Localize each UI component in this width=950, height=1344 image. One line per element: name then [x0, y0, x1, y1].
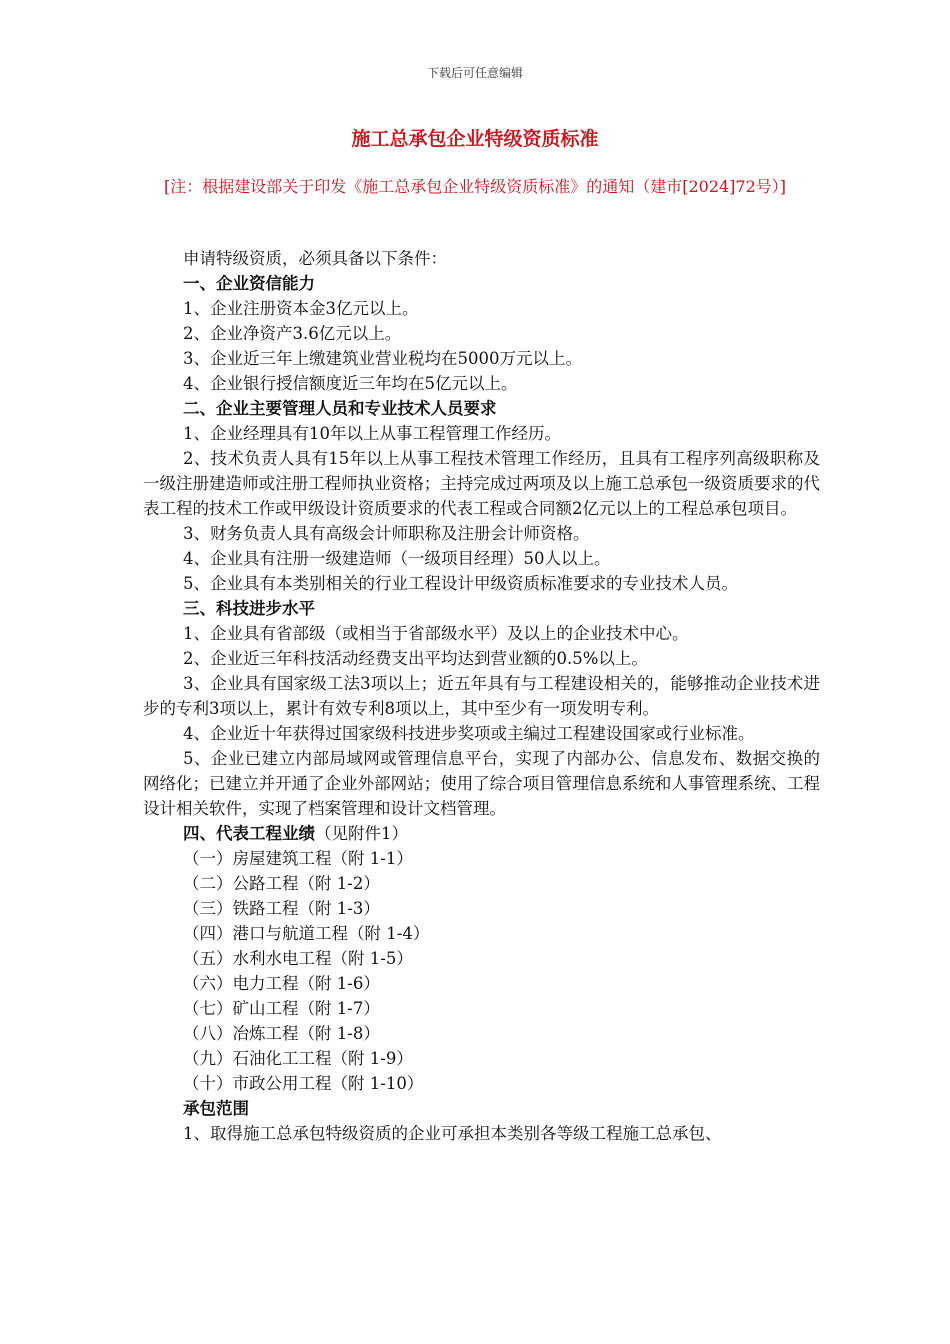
- list-item: 1、企业注册资本金3亿元以上。: [183, 299, 419, 318]
- list-item: （八）冶炼工程（附 1-8）: [183, 1024, 380, 1043]
- section-heading-projects: [143, 821, 820, 846]
- list-item: 3、企业近三年上缴建筑业营业税均在5000万元以上。: [183, 349, 582, 368]
- list-item: （七）矿山工程（附 1-7）: [183, 999, 380, 1018]
- list-item: （四）港口与航道工程（附 1-4）: [183, 924, 430, 943]
- list-item: （一）房屋建筑工程（附 1-1）: [183, 849, 413, 868]
- list-item: 4、企业银行授信额度近三年均在5亿元以上。: [183, 374, 518, 393]
- header-note: 下载后可任意编辑: [426, 66, 523, 80]
- section-heading-scope: 承包范围: [183, 1099, 249, 1118]
- intro-paragraph: 申请特级资质，必须具备以下条件：: [183, 249, 447, 268]
- document-title: 施工总承包企业特级资质标准: [351, 128, 599, 150]
- list-item: （六）电力工程（附 1-6）: [183, 974, 380, 993]
- list-item: （五）水利水电工程（附 1-5）: [183, 949, 413, 968]
- list-item: 4、企业近十年获得过国家级科技进步奖项或主编过工程建设国家或行业标准。: [183, 724, 755, 743]
- section-heading-projects-label: 四、代表工程业绩: [183, 824, 315, 843]
- section-heading-personnel: 二、企业主要管理人员和专业技术人员要求: [183, 399, 497, 418]
- list-item: 5、企业已建立内部局域网或管理信息平台，实现了内部办公、信息发布、数据交换的网络化；已建立并开通了企业外部网站；使用了综合项目管理信息系统和人事管理系统、工程设计相关软件，实现了档案管理和设计文档管理。: [143, 749, 820, 818]
- section-heading-credit: 一、企业资信能力: [183, 274, 315, 293]
- list-item: （三）铁路工程（附 1-3）: [183, 899, 380, 918]
- list-item: （九）石油化工工程（附 1-9）: [183, 1049, 413, 1068]
- section-heading-projects-suffix: （见附件1）: [315, 824, 408, 843]
- list-item: 1、企业经理具有10年以上从事工程管理工作经历。: [183, 424, 561, 443]
- list-item: （二）公路工程（附 1-2）: [183, 874, 380, 893]
- list-item: 2、企业净资产3.6亿元以上。: [183, 324, 402, 343]
- document-note: [注：根据建设部关于印发《施工总承包企业特级资质标准》的通知（建市[2024]72号）]: [163, 177, 787, 196]
- list-item: （十）市政公用工程（附 1-10）: [183, 1074, 424, 1093]
- list-item: 2、企业近三年科技活动经费支出平均达到营业额的0.5%以上。: [183, 649, 648, 668]
- list-item: 5、企业具有本类别相关的行业工程设计甲级资质标准要求的专业技术人员。: [183, 574, 738, 593]
- list-item: 2、技术负责人具有15年以上从事工程技术管理工作经历，且具有工程序列高级职称及一级注册建造师或注册工程师执业资格；主持完成过两项及以上施工总承包一级资质要求的代表工程的技术工作或甲级设计资质要求的代表工程或合同额2亿元以上的工程总承包项目。: [143, 449, 820, 518]
- section-heading-technology: 三、科技进步水平: [183, 599, 315, 618]
- list-item: 4、企业具有注册一级建造师（一级项目经理）50人以上。: [183, 549, 611, 568]
- list-item: 1、取得施工总承包特级资质的企业可承担本类别各等级工程施工总承包、: [183, 1124, 722, 1143]
- list-item: 3、企业具有国家级工法3项以上；近五年具有与工程建设相关的，能够推动企业技术进步的专利3项以上，累计有效专利8项以上，其中至少有一项发明专利。: [143, 674, 820, 718]
- document-body: [143, 246, 820, 1146]
- list-item: 1、企业具有省部级（或相当于省部级水平）及以上的企业技术中心。: [183, 624, 689, 643]
- list-item: 3、财务负责人具有高级会计师职称及注册会计师资格。: [183, 524, 590, 543]
